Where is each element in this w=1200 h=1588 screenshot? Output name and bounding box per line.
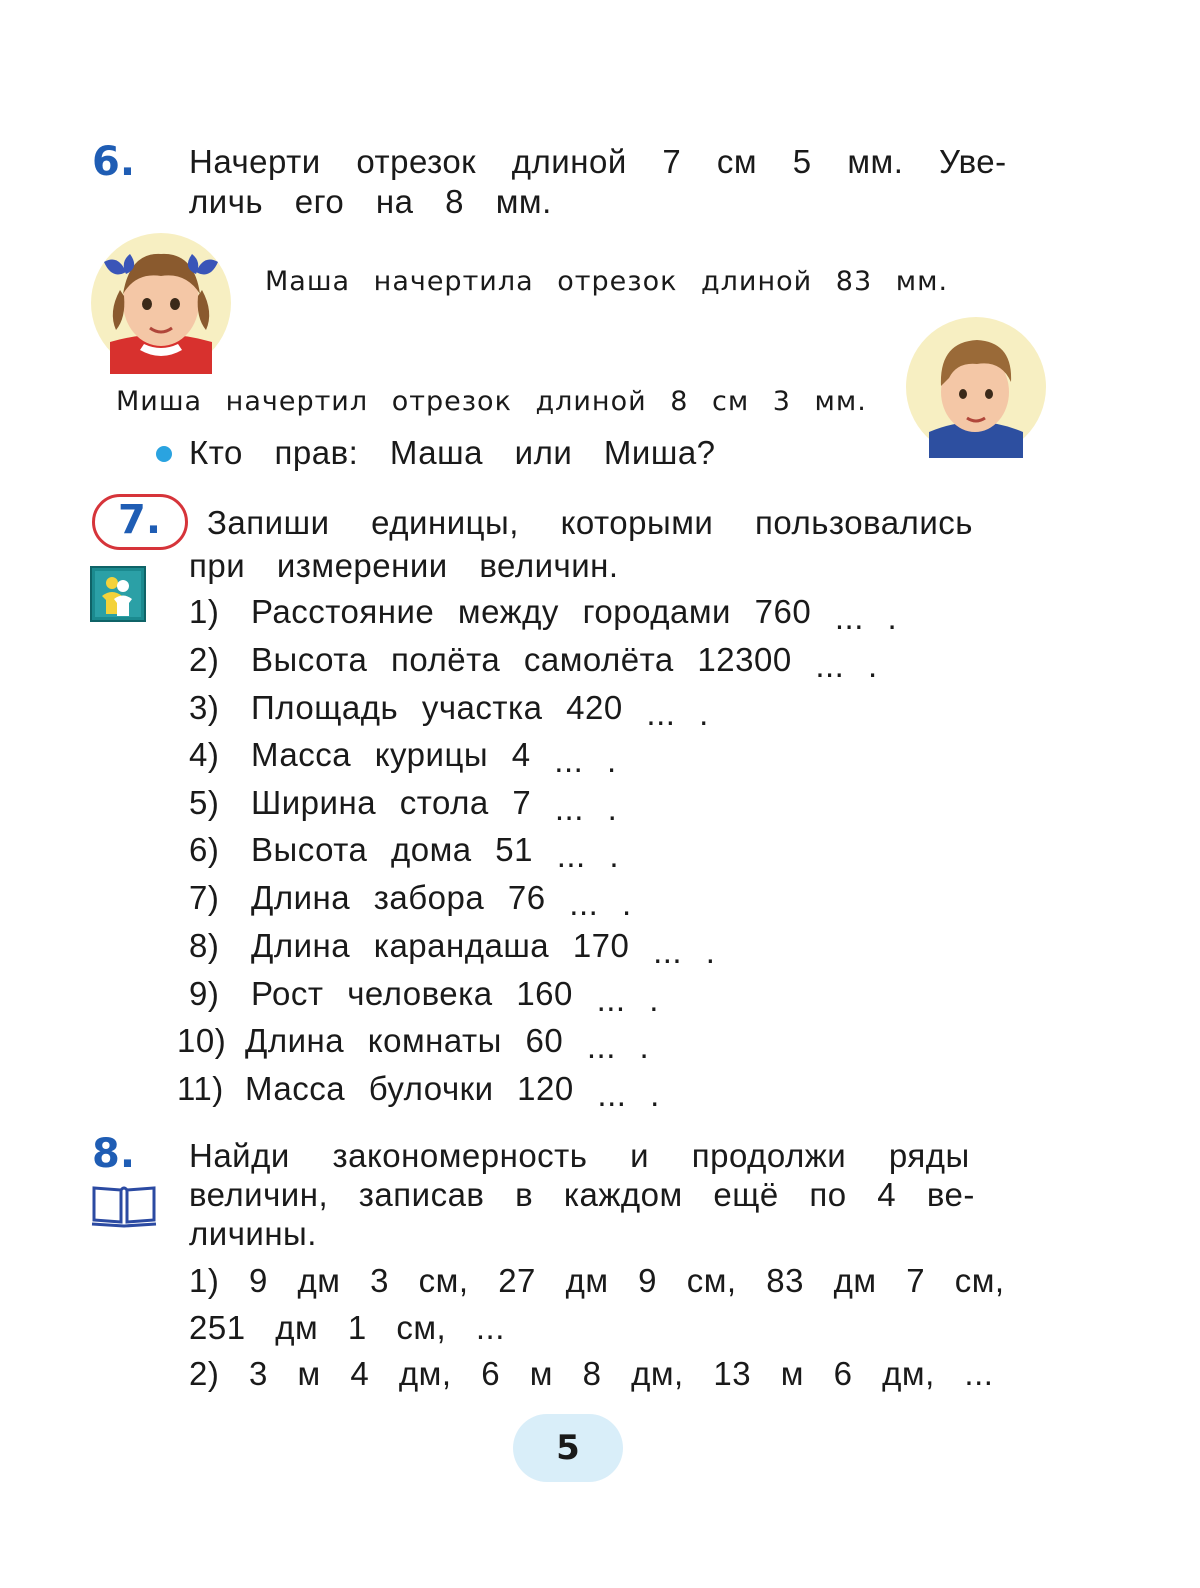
- task8-number: 8.: [92, 1131, 136, 1177]
- book-icon: [90, 1182, 158, 1228]
- list-item: 5) Ширина стола 7 ... .: [189, 784, 618, 827]
- list-item: 3) Площадь участка 420 ... .: [189, 689, 709, 732]
- bullet-icon: [156, 446, 172, 462]
- list-item: 8) Длина карандаша 170 ... .: [189, 927, 716, 970]
- list-item: 2) Высота полёта самолёта 12300 ... .: [189, 641, 878, 684]
- task8-line3: личины.: [189, 1215, 317, 1252]
- list-item: 11) Масса булочки 120 ... .: [177, 1070, 660, 1113]
- boy-portrait-icon: [905, 316, 1047, 458]
- task6-question: Кто прав: Маша или Миша?: [189, 434, 716, 471]
- list-item: 4) Масса курицы 4 ... .: [189, 736, 617, 779]
- task8-line2: величин, записав в каждом ещё по 4 ве-: [189, 1176, 975, 1213]
- pair-work-icon: [90, 566, 146, 622]
- girl-portrait-icon: [90, 232, 232, 374]
- task8-series1-line2: 251 дм 1 см, ...: [189, 1309, 505, 1346]
- list-item: 9) Рост человека 160 ... .: [189, 975, 659, 1018]
- task7-line1: Запиши единицы, которыми пользовались: [207, 504, 973, 541]
- list-item: 7) Длина забора 76 ... .: [189, 879, 632, 922]
- list-item: 1) Расстояние между городами 760 ... .: [189, 593, 898, 636]
- masha-speech: Маша начертила отрезок длиной 83 мм.: [265, 266, 949, 297]
- task8-series1-line1: 1) 9 дм 3 см, 27 дм 9 см, 83 дм 7 см,: [189, 1262, 1005, 1299]
- page-number: 5: [513, 1414, 623, 1482]
- task6-number: 6.: [92, 139, 136, 185]
- list-item: 6) Высота дома 51 ... .: [189, 831, 620, 874]
- task6-line1: Начерти отрезок длиной 7 см 5 мм. Уве-: [189, 143, 1007, 180]
- task7-line2: при измерении величин.: [189, 547, 619, 584]
- list-item: 10) Длина комнаты 60 ... .: [177, 1022, 650, 1065]
- task8-line1: Найди закономерность и продолжи ряды: [189, 1137, 970, 1174]
- task7-number: 7.: [118, 497, 162, 543]
- misha-speech: Миша начертил отрезок длиной 8 см 3 мм.: [116, 386, 867, 417]
- task6-line2: личь его на 8 мм.: [189, 183, 552, 220]
- task8-series2: 2) 3 м 4 дм, 6 м 8 дм, 13 м 6 дм, ...: [189, 1355, 994, 1392]
